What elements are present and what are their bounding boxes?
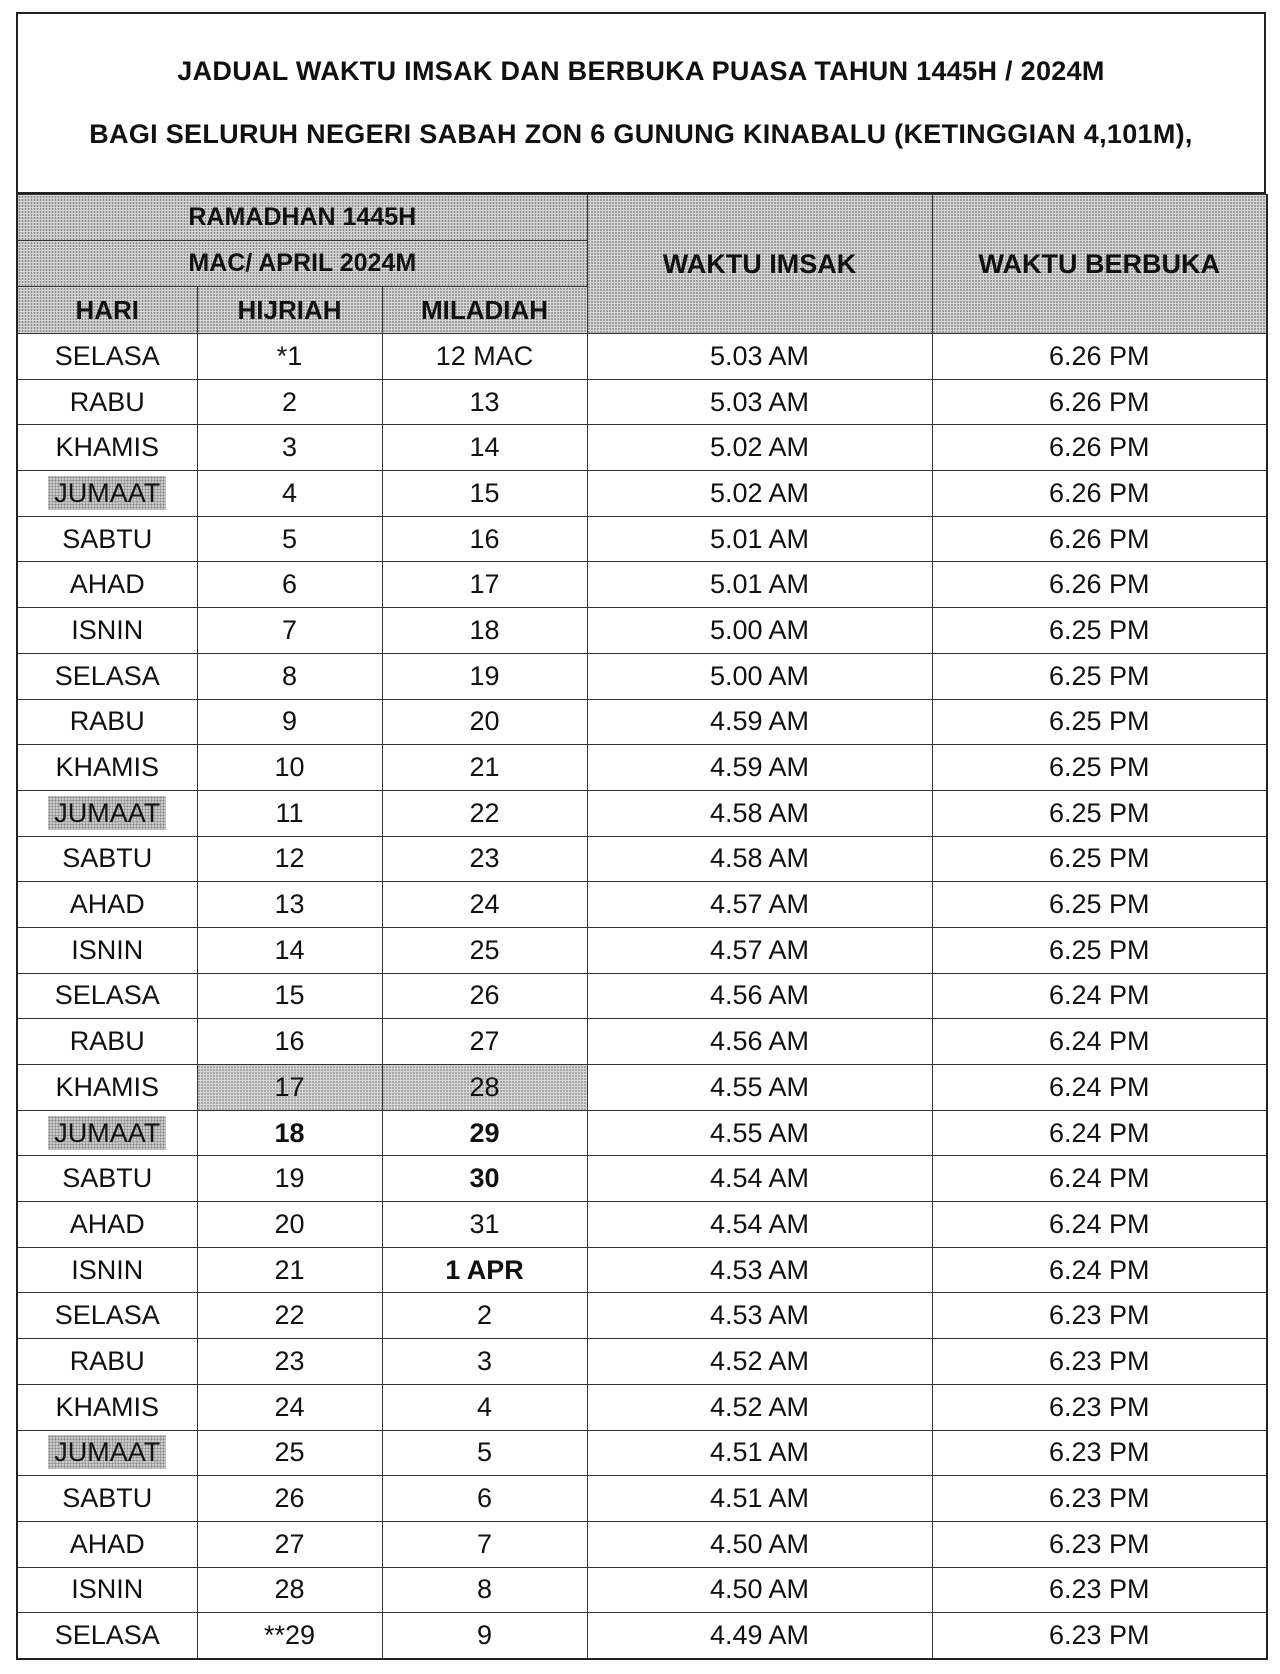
cell-hijriah: 22 bbox=[197, 1293, 382, 1339]
cell-hijriah: 13 bbox=[197, 882, 382, 928]
table-row bbox=[17, 562, 1267, 608]
cell-imsak: 5.01 AM bbox=[587, 562, 932, 608]
table-row bbox=[17, 1430, 1267, 1476]
table-row bbox=[17, 1247, 1267, 1293]
title-box bbox=[16, 12, 1266, 194]
cell-berbuka: 6.23 PM bbox=[932, 1293, 1267, 1339]
cell-miladiah: 4 bbox=[382, 1384, 587, 1430]
cell-hari bbox=[17, 790, 197, 836]
cell-hari: SABTU bbox=[17, 1476, 197, 1522]
cell-berbuka: 6.23 PM bbox=[932, 1567, 1267, 1613]
cell-imsak: 5.03 AM bbox=[587, 379, 932, 425]
cell-imsak: 4.51 AM bbox=[587, 1476, 932, 1522]
cell-hijriah: 28 bbox=[197, 1567, 382, 1613]
cell-miladiah: 16 bbox=[382, 516, 587, 562]
cell-imsak: 4.50 AM bbox=[587, 1521, 932, 1567]
cell-berbuka: 6.23 PM bbox=[932, 1339, 1267, 1385]
table-row bbox=[17, 379, 1267, 425]
title-line-2: BAGI SELURUH NEGERI SABAH ZON 6 GUNUNG KINABALU (KETINGGIAN 4,101M), bbox=[89, 119, 1193, 149]
table-row bbox=[17, 1339, 1267, 1385]
cell-miladiah: 1 APR bbox=[382, 1247, 587, 1293]
cell-hari: KHAMIS bbox=[17, 1065, 197, 1111]
cell-miladiah: 27 bbox=[382, 1019, 587, 1065]
cell-hari: KHAMIS bbox=[17, 745, 197, 791]
cell-hari: SELASA bbox=[17, 1293, 197, 1339]
cell-hijriah: 8 bbox=[197, 653, 382, 699]
cell-imsak: 4.54 AM bbox=[587, 1202, 932, 1248]
table-row bbox=[17, 1567, 1267, 1613]
cell-hijriah: 3 bbox=[197, 425, 382, 471]
cell-berbuka: 6.24 PM bbox=[932, 973, 1267, 1019]
cell-berbuka: 6.25 PM bbox=[932, 745, 1267, 791]
cell-miladiah: 28 bbox=[382, 1065, 587, 1111]
cell-hari: SELASA bbox=[17, 334, 197, 380]
table-row bbox=[17, 1202, 1267, 1248]
cell-hijriah: 14 bbox=[197, 927, 382, 973]
table-row bbox=[17, 334, 1267, 380]
cell-imsak: 5.00 AM bbox=[587, 653, 932, 699]
cell-miladiah: 8 bbox=[382, 1567, 587, 1613]
cell-hari: RABU bbox=[17, 1339, 197, 1385]
cell-hijriah: 2 bbox=[197, 379, 382, 425]
table-row bbox=[17, 973, 1267, 1019]
cell-miladiah: 6 bbox=[382, 1476, 587, 1522]
cell-miladiah: 3 bbox=[382, 1339, 587, 1385]
cell-berbuka: 6.23 PM bbox=[932, 1613, 1267, 1659]
cell-imsak: 4.58 AM bbox=[587, 790, 932, 836]
cell-hari: RABU bbox=[17, 699, 197, 745]
cell-hijriah: 23 bbox=[197, 1339, 382, 1385]
header-waktu-berbuka: WAKTU BERBUKA bbox=[932, 195, 1267, 334]
cell-miladiah: 21 bbox=[382, 745, 587, 791]
cell-berbuka: 6.25 PM bbox=[932, 699, 1267, 745]
cell-hari: SELASA bbox=[17, 973, 197, 1019]
table-row bbox=[17, 699, 1267, 745]
cell-hijriah: **29 bbox=[197, 1613, 382, 1659]
cell-hijriah: 18 bbox=[197, 1110, 382, 1156]
cell-hari: ISNIN bbox=[17, 1567, 197, 1613]
cell-berbuka: 6.26 PM bbox=[932, 425, 1267, 471]
friday-highlight: JUMAAT bbox=[48, 476, 166, 510]
header-hari: HARI bbox=[17, 287, 197, 334]
table-row bbox=[17, 745, 1267, 791]
cell-miladiah: 14 bbox=[382, 425, 587, 471]
cell-hijriah: *1 bbox=[197, 334, 382, 380]
table-row bbox=[17, 1613, 1267, 1659]
cell-miladiah: 18 bbox=[382, 608, 587, 654]
cell-berbuka: 6.26 PM bbox=[932, 516, 1267, 562]
friday-highlight: JUMAAT bbox=[48, 796, 166, 830]
cell-miladiah: 24 bbox=[382, 882, 587, 928]
table-row bbox=[17, 927, 1267, 973]
cell-hari: ISNIN bbox=[17, 927, 197, 973]
cell-imsak: 5.00 AM bbox=[587, 608, 932, 654]
table-row bbox=[17, 1110, 1267, 1156]
cell-imsak: 4.50 AM bbox=[587, 1567, 932, 1613]
cell-miladiah: 31 bbox=[382, 1202, 587, 1248]
table-row bbox=[17, 425, 1267, 471]
cell-miladiah: 26 bbox=[382, 973, 587, 1019]
cell-hijriah: 26 bbox=[197, 1476, 382, 1522]
cell-berbuka: 6.25 PM bbox=[932, 790, 1267, 836]
cell-hijriah: 12 bbox=[197, 836, 382, 882]
cell-hijriah: 6 bbox=[197, 562, 382, 608]
cell-hari: AHAD bbox=[17, 562, 197, 608]
cell-berbuka: 6.23 PM bbox=[932, 1430, 1267, 1476]
cell-hari: SELASA bbox=[17, 653, 197, 699]
cell-hijriah: 16 bbox=[197, 1019, 382, 1065]
cell-imsak: 4.59 AM bbox=[587, 745, 932, 791]
cell-miladiah: 13 bbox=[382, 379, 587, 425]
title-line-1: JADUAL WAKTU IMSAK DAN BERBUKA PUASA TAHUN 1445H / 2024M bbox=[177, 56, 1105, 86]
cell-berbuka: 6.24 PM bbox=[932, 1247, 1267, 1293]
cell-hijriah: 25 bbox=[197, 1430, 382, 1476]
table-row bbox=[17, 471, 1267, 517]
cell-miladiah: 12 MAC bbox=[382, 334, 587, 380]
cell-imsak: 5.02 AM bbox=[587, 471, 932, 517]
cell-berbuka: 6.23 PM bbox=[932, 1521, 1267, 1567]
cell-berbuka: 6.23 PM bbox=[932, 1384, 1267, 1430]
table-row bbox=[17, 790, 1267, 836]
cell-berbuka: 6.25 PM bbox=[932, 608, 1267, 654]
header-hijriah: HIJRIAH bbox=[197, 287, 382, 334]
cell-hari: AHAD bbox=[17, 882, 197, 928]
cell-imsak: 4.53 AM bbox=[587, 1247, 932, 1293]
cell-hari: SELASA bbox=[17, 1613, 197, 1659]
cell-berbuka: 6.26 PM bbox=[932, 562, 1267, 608]
cell-hari: ISNIN bbox=[17, 608, 197, 654]
cell-miladiah: 5 bbox=[382, 1430, 587, 1476]
cell-hari: SABTU bbox=[17, 516, 197, 562]
table-row bbox=[17, 516, 1267, 562]
table-row bbox=[17, 1293, 1267, 1339]
cell-imsak: 4.52 AM bbox=[587, 1384, 932, 1430]
cell-imsak: 4.56 AM bbox=[587, 973, 932, 1019]
cell-imsak: 4.52 AM bbox=[587, 1339, 932, 1385]
cell-imsak: 5.03 AM bbox=[587, 334, 932, 380]
table-row bbox=[17, 882, 1267, 928]
cell-hijriah: 27 bbox=[197, 1521, 382, 1567]
cell-imsak: 4.57 AM bbox=[587, 927, 932, 973]
cell-miladiah: 19 bbox=[382, 653, 587, 699]
cell-imsak: 5.01 AM bbox=[587, 516, 932, 562]
friday-highlight: JUMAAT bbox=[48, 1116, 166, 1150]
cell-berbuka: 6.26 PM bbox=[932, 334, 1267, 380]
cell-hijriah: 24 bbox=[197, 1384, 382, 1430]
cell-berbuka: 6.26 PM bbox=[932, 471, 1267, 517]
cell-hijriah: 15 bbox=[197, 973, 382, 1019]
cell-imsak: 4.57 AM bbox=[587, 882, 932, 928]
cell-hijriah: 5 bbox=[197, 516, 382, 562]
cell-hijriah: 9 bbox=[197, 699, 382, 745]
table-row bbox=[17, 1019, 1267, 1065]
cell-imsak: 4.55 AM bbox=[587, 1065, 932, 1111]
cell-miladiah: 2 bbox=[382, 1293, 587, 1339]
cell-berbuka: 6.26 PM bbox=[932, 379, 1267, 425]
cell-miladiah: 22 bbox=[382, 790, 587, 836]
cell-miladiah: 29 bbox=[382, 1110, 587, 1156]
table-row bbox=[17, 1156, 1267, 1202]
header-waktu-imsak: WAKTU IMSAK bbox=[587, 195, 932, 334]
friday-highlight: JUMAAT bbox=[48, 1435, 166, 1469]
cell-miladiah: 7 bbox=[382, 1521, 587, 1567]
cell-imsak: 4.53 AM bbox=[587, 1293, 932, 1339]
cell-hijriah: 21 bbox=[197, 1247, 382, 1293]
cell-hari: RABU bbox=[17, 379, 197, 425]
cell-imsak: 4.51 AM bbox=[587, 1430, 932, 1476]
cell-hari: AHAD bbox=[17, 1521, 197, 1567]
table-row bbox=[17, 1521, 1267, 1567]
cell-hari bbox=[17, 1430, 197, 1476]
header-month: MAC/ APRIL 2024M bbox=[17, 241, 587, 287]
header-ramadhan: RAMADHAN 1445H bbox=[17, 195, 587, 241]
cell-berbuka: 6.25 PM bbox=[932, 882, 1267, 928]
cell-berbuka: 6.24 PM bbox=[932, 1065, 1267, 1111]
schedule-table bbox=[16, 194, 1268, 1660]
cell-berbuka: 6.25 PM bbox=[932, 653, 1267, 699]
cell-imsak: 4.56 AM bbox=[587, 1019, 932, 1065]
cell-hari: SABTU bbox=[17, 836, 197, 882]
cell-miladiah: 17 bbox=[382, 562, 587, 608]
cell-hijriah: 10 bbox=[197, 745, 382, 791]
cell-hijriah: 7 bbox=[197, 608, 382, 654]
cell-berbuka: 6.23 PM bbox=[932, 1476, 1267, 1522]
cell-hijriah: 17 bbox=[197, 1065, 382, 1111]
cell-berbuka: 6.24 PM bbox=[932, 1110, 1267, 1156]
cell-berbuka: 6.24 PM bbox=[932, 1156, 1267, 1202]
cell-miladiah: 9 bbox=[382, 1613, 587, 1659]
cell-hari: SABTU bbox=[17, 1156, 197, 1202]
timetable-page bbox=[16, 12, 1266, 1660]
cell-imsak: 4.55 AM bbox=[587, 1110, 932, 1156]
cell-berbuka: 6.24 PM bbox=[932, 1202, 1267, 1248]
cell-hijriah: 11 bbox=[197, 790, 382, 836]
table-row bbox=[17, 1065, 1267, 1111]
cell-imsak: 4.49 AM bbox=[587, 1613, 932, 1659]
cell-hijriah: 20 bbox=[197, 1202, 382, 1248]
cell-imsak: 5.02 AM bbox=[587, 425, 932, 471]
cell-hari: KHAMIS bbox=[17, 1384, 197, 1430]
table-row bbox=[17, 1384, 1267, 1430]
cell-hari bbox=[17, 471, 197, 517]
cell-hijriah: 4 bbox=[197, 471, 382, 517]
cell-berbuka: 6.24 PM bbox=[932, 1019, 1267, 1065]
table-row bbox=[17, 1476, 1267, 1522]
cell-imsak: 4.58 AM bbox=[587, 836, 932, 882]
table-row bbox=[17, 836, 1267, 882]
cell-hari: KHAMIS bbox=[17, 425, 197, 471]
cell-hari: ISNIN bbox=[17, 1247, 197, 1293]
cell-miladiah: 30 bbox=[382, 1156, 587, 1202]
schedule-rows bbox=[17, 334, 1267, 1659]
cell-hijriah: 19 bbox=[197, 1156, 382, 1202]
cell-miladiah: 23 bbox=[382, 836, 587, 882]
table-row bbox=[17, 608, 1267, 654]
cell-imsak: 4.59 AM bbox=[587, 699, 932, 745]
cell-imsak: 4.54 AM bbox=[587, 1156, 932, 1202]
cell-hari: RABU bbox=[17, 1019, 197, 1065]
table-row bbox=[17, 653, 1267, 699]
cell-berbuka: 6.25 PM bbox=[932, 836, 1267, 882]
cell-hari: AHAD bbox=[17, 1202, 197, 1248]
cell-berbuka: 6.25 PM bbox=[932, 927, 1267, 973]
cell-hari bbox=[17, 1110, 197, 1156]
header-miladiah: MILADIAH bbox=[382, 287, 587, 334]
cell-miladiah: 15 bbox=[382, 471, 587, 517]
cell-miladiah: 20 bbox=[382, 699, 587, 745]
cell-miladiah: 25 bbox=[382, 927, 587, 973]
